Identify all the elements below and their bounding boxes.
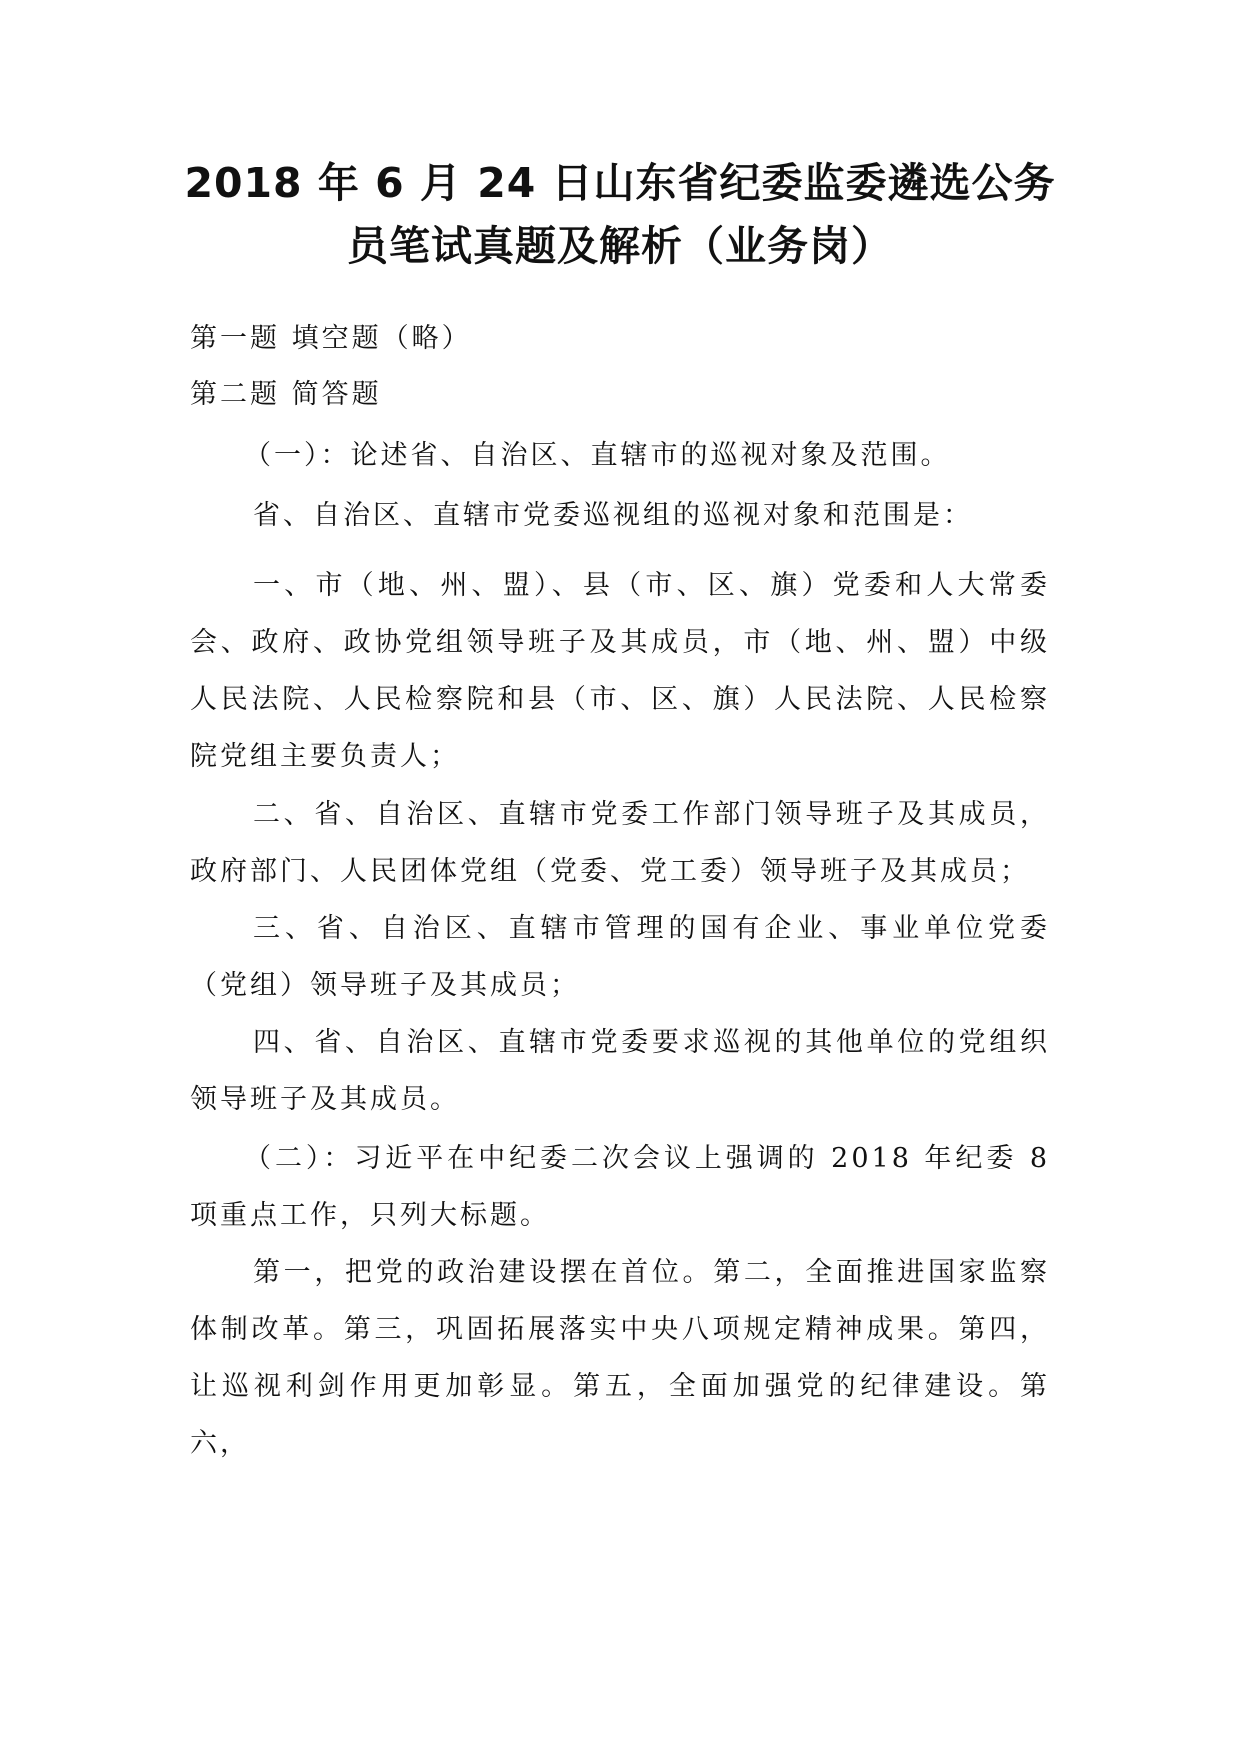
section-heading-fill-blank: 第一题 填空题（略） [190,323,472,354]
question-two: （二）：习近平在中纪委二次会议上强调的 2018 年纪委 8 项重点工作，只列大标题。 [190,1143,1050,1231]
question-one: （一）：论述省、自治区、直辖市的巡视对象及范围。 [244,440,951,471]
document-title [150,152,1090,278]
answer-item-2: 二、省、自治区、直辖市党委工作部门领导班子及其成员，政府部门、人民团体党组（党委、党工委）领导班子及其成员； [190,799,1050,887]
answer-item-1: 一、市（地、州、盟）、县（市、区、旗）党委和人大常委会、政府、政协党组领导班子及其成员，市（地、州、盟）中级人民法院、人民检察院和县（市、区、旗）人民法院、人民检察院党组主要负责人； [190,570,1050,772]
section-heading-short-answer: 第二题 简答题 [190,379,382,410]
answer-item-3: 三、省、自治区、直辖市管理的国有企业、事业单位党委（党组）领导班子及其成员； [190,913,1050,1001]
answer-item-4: 四、省、自治区、直辖市党委要求巡视的其他单位的党组织领导班子及其成员。 [190,1027,1050,1115]
answer-intro: 省、自治区、直辖市党委巡视组的巡视对象和范围是： [253,500,973,531]
answer-two: 第一，把党的政治建设摆在首位。第二，全面推进国家监察体制改革。第三，巩固拓展落实中央八项规定精神成果。第四，让巡视利剑作用更加彰显。第五，全面加强党的纪律建设。第六， [190,1257,1050,1459]
title-line-1: 2018 年 6 月 24 日山东省纪委监委遴选公务 [184,159,1056,207]
title-line-2: 员笔试真题及解析（业务岗） [347,222,893,270]
